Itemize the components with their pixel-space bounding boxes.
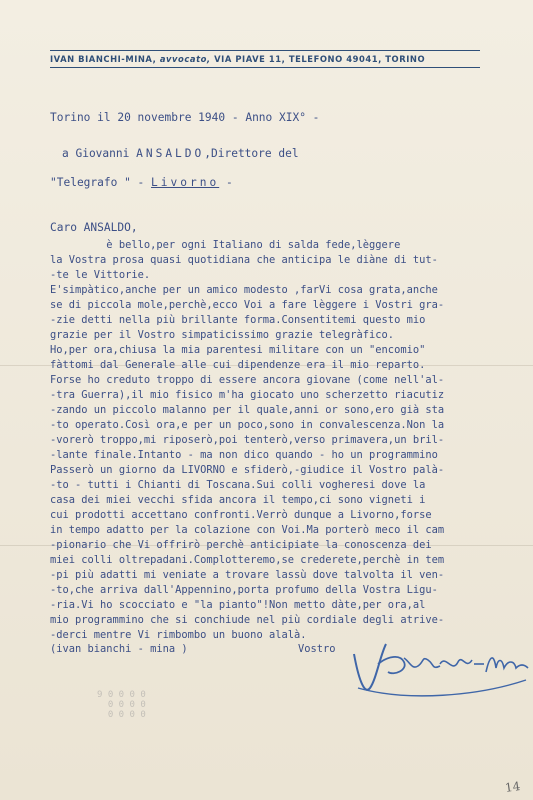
closing-typed-name: (ivan bianchi - mina )	[50, 643, 188, 655]
body-line: cui prodotti accettano confronti.Verrò dunque a Livorno,forse	[50, 509, 432, 521]
body-line: -tra Guerra),il mio fisico m'ha giocato uno scherzetto riacutiz	[50, 389, 445, 401]
recipient-name: ANSALDO	[136, 147, 205, 160]
body-line: -pionario che Vi offrirò perchè anticipiate la conoscenza dei	[50, 539, 432, 551]
body-line: -zando un piccolo malanno per il quale,anni or sono,ero già sta	[50, 404, 445, 416]
body-line: -lante finale.Intanto - ma non dico quando - ho un programmino	[50, 449, 438, 461]
body-line: miei colli oltrepadani.Complotteremo,se crederete,perchè in tem	[50, 554, 445, 566]
recipient-suffix: ,Direttore del	[204, 147, 299, 160]
newspaper-name: "Telegrafo " -	[50, 176, 145, 189]
body-line: -ria.Vi ho scocciato e "la pianto"!Non metto dàte,per ora,al	[50, 599, 426, 611]
closing-vostro: Vostro	[298, 643, 336, 655]
body-line: in tempo adatto per la colazione con Voi.Ma porterò meco il cam	[50, 524, 445, 536]
letterhead-name: IVAN BIANCHI-MINA,	[50, 54, 157, 64]
body-line: la Vostra prosa quasi quotidiana che anticipa le diàne di tut-	[50, 254, 438, 266]
body-line: Passerò un giorno da LIVORNO e sfiderò,-giudice il Vostro palà-	[50, 464, 445, 476]
body-line: grazie per il Vostro simpaticissimo grazie telegràfico.	[50, 329, 395, 341]
body-line: è bello,per ogni Italiano di salda fede,lèggere	[50, 239, 401, 251]
letterhead-profession: avvocato,	[159, 54, 211, 64]
letterhead-address: VIA PIAVE 11, TELEFONO 49041, TORINO	[214, 54, 426, 64]
body-line: Ho,per ora,chiusa la mia parentesi militare con un "encomio"	[50, 344, 426, 356]
salutation: Caro ANSALDO,	[50, 221, 138, 234]
body-line: fàttomi dal Generale alle cui dipendenze era il mio reparto.	[50, 359, 426, 371]
page-number: 14	[504, 779, 522, 795]
date-line: Torino il 20 novembre 1940 - Anno XIX° -	[50, 111, 320, 124]
signature-text: Bianchi-Mina	[348, 621, 464, 640]
show-through-text: 9 0 0 0 0 0 0 0 0 0 0 0 0	[97, 690, 146, 720]
letterhead-rule	[50, 50, 480, 51]
recipient-line	[62, 148, 299, 159]
body-line: casa dei miei vecchi sfida ancora il tempo,ci sono vigneti i	[50, 494, 426, 506]
newspaper-suffix: -	[225, 176, 233, 189]
body-line: E'simpàtico,anche per un amico modesto ,farVi cosa grata,anche	[50, 284, 438, 296]
body-line: -derci mentre Vi rimbombo un buono alalà.	[50, 629, 307, 641]
letterhead	[50, 54, 480, 64]
body-line: -to - tutti i Chianti di Toscana.Sui colli vogheresi dove la	[50, 479, 426, 491]
body-line: -pi più adatti mi veniate a trovare lassù dove talvolta il ven-	[50, 569, 445, 581]
letterhead-rule	[50, 67, 480, 68]
body-line: Forse ho creduto troppo di essere ancora giovane (come nell'al-	[50, 374, 445, 386]
body-line: -to,che arriva dall'Appennino,porta profumo della Vostra Ligu-	[50, 584, 438, 596]
newspaper-city: Livorno	[151, 176, 220, 189]
handwritten-signature	[348, 621, 533, 706]
body-line: -vorerò troppo,mi riposerò,poi tenterò,verso primavera,un bril-	[50, 434, 445, 446]
recipient-prefix: a Giovanni	[62, 147, 130, 160]
body-line: -zie detti nella più brillante forma.Consentitemi questo mio	[50, 314, 426, 326]
newspaper-line	[50, 177, 233, 188]
body-line: mio programmino che si conchiude nel più cordiale degli atrive-	[50, 614, 445, 626]
body-line: -to operato.Così ora,e per un poco,sono in convalescenza.Non la	[50, 419, 445, 431]
body-line: -te le Vittorie.	[50, 269, 151, 281]
body-line: se di piccola mole,perchè,ecco Voi a fare lèggere i Vostri gra-	[50, 299, 445, 311]
